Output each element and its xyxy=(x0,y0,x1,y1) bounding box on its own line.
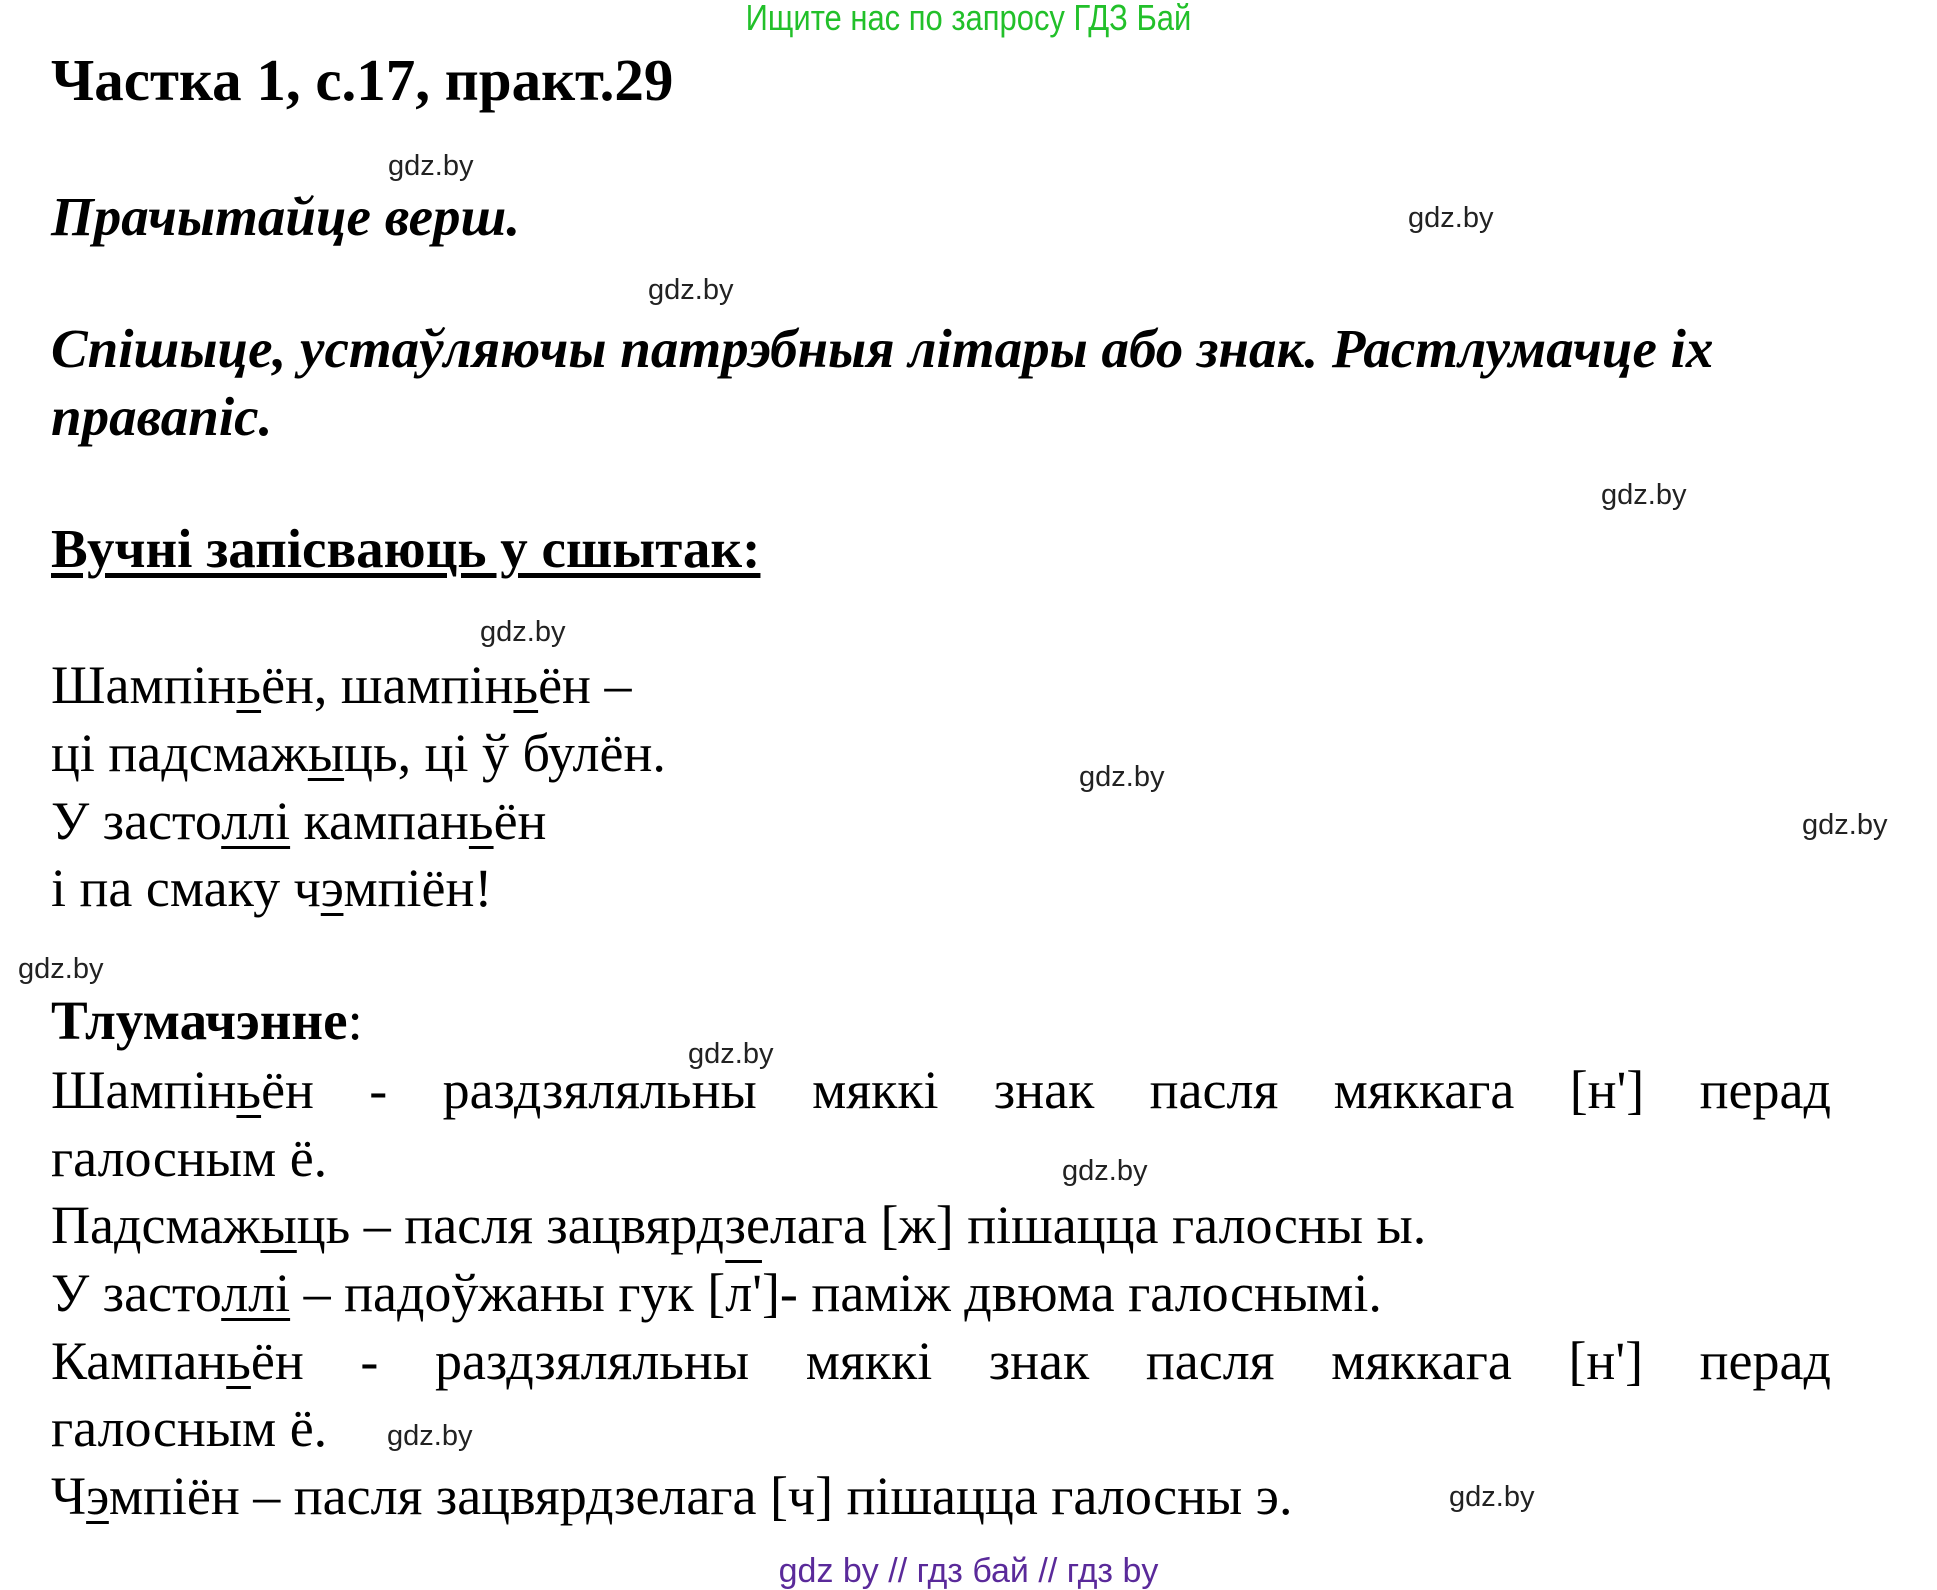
text: і па смаку ч xyxy=(51,858,321,918)
overlined-sound: л' xyxy=(725,1263,762,1323)
underlined-letter: э xyxy=(320,858,344,918)
word: мяккага xyxy=(1333,1060,1515,1120)
word: [н'] xyxy=(1569,1060,1645,1120)
text: – падоўжаны гук [ xyxy=(290,1263,726,1323)
section-subtitle: Вучні запісваюць у сшытак: xyxy=(51,518,761,579)
text: Шампін xyxy=(51,655,237,715)
text: ]- паміж двюма галоснымі. xyxy=(761,1263,1382,1323)
explanation-line xyxy=(51,1466,1293,1526)
text: ён, шампін xyxy=(261,655,514,715)
page-title: Частка 1, с.17, практ.29 xyxy=(51,47,674,113)
word: знак xyxy=(993,1060,1095,1120)
word: знак xyxy=(988,1331,1090,1391)
text: Ч xyxy=(51,1466,87,1526)
word: [н'] xyxy=(1568,1331,1644,1391)
text: кампан xyxy=(290,791,469,851)
word: раздзяляльны xyxy=(442,1060,757,1120)
text: ён – xyxy=(538,655,632,715)
text: ці падсмаж xyxy=(51,723,308,783)
watermark: gdz.by xyxy=(688,1038,774,1070)
text: Кампан xyxy=(51,1331,227,1391)
word: мяккі xyxy=(812,1060,939,1120)
underlined-letter: ь xyxy=(513,655,539,715)
text: ён xyxy=(250,1331,304,1391)
watermark: gdz.by xyxy=(1601,479,1687,511)
watermark: gdz.by xyxy=(18,953,104,985)
footer-watermark: gdz by // гдз бай // гдз by xyxy=(778,1552,1159,1590)
explanation-line xyxy=(51,1331,1831,1391)
watermark: gdz.by xyxy=(648,274,734,306)
text: ць, ці ў булён. xyxy=(344,723,666,783)
task-instruction-3: правапіс. xyxy=(51,386,273,447)
word: мяккага xyxy=(1331,1331,1512,1391)
explanation-line xyxy=(51,1263,1382,1323)
underlined-letter: ь xyxy=(226,1331,251,1391)
word xyxy=(51,1060,314,1120)
text: ць – пасля зацвярдзелага [ж] пішацца галосны ы. xyxy=(296,1195,1427,1255)
underlined-letter: ь xyxy=(236,1060,262,1120)
explanation-heading xyxy=(51,990,363,1052)
underlined-letter: ллі xyxy=(221,791,291,851)
poem-line xyxy=(51,791,546,851)
watermark: gdz.by xyxy=(388,150,474,182)
watermark: gdz.by xyxy=(387,1420,473,1452)
task-instruction-1: Прачытайце верш. xyxy=(51,186,521,247)
word: перад xyxy=(1699,1331,1831,1391)
search-banner: Ищите нас по запросу ГДЗ Бай xyxy=(745,0,1192,38)
text: ён xyxy=(261,1060,314,1120)
underlined-letter: ы xyxy=(260,1195,297,1255)
word: перад xyxy=(1699,1060,1831,1120)
watermark: gdz.by xyxy=(1449,1481,1535,1513)
word: - xyxy=(369,1060,388,1120)
colon: : xyxy=(347,990,363,1051)
poem-line xyxy=(51,858,492,918)
underlined-letter: ы xyxy=(307,723,345,783)
watermark: gdz.by xyxy=(480,616,566,648)
word: мяккі xyxy=(805,1331,933,1391)
underlined-letter: э xyxy=(86,1466,109,1526)
watermark: gdz.by xyxy=(1802,809,1888,841)
text: мпіён – пасля зацвярдзелага [ч] пішацца галосны э. xyxy=(108,1466,1293,1526)
poem-line xyxy=(51,723,666,783)
explanation-line xyxy=(51,1060,1831,1120)
word: раздзяляльны xyxy=(434,1331,750,1391)
underlined-letter: ллі xyxy=(221,1263,291,1323)
text: мпіён! xyxy=(343,858,493,918)
explanation-line: галосным ё. xyxy=(51,1128,328,1188)
text: ён xyxy=(493,791,547,851)
watermark: gdz.by xyxy=(1062,1155,1148,1187)
text: У засто xyxy=(51,1263,222,1323)
text: Шампін xyxy=(51,1060,237,1120)
watermark: gdz.by xyxy=(1079,761,1165,793)
explanation-line xyxy=(51,1195,1426,1255)
word: пасля xyxy=(1145,1331,1275,1391)
word: - xyxy=(360,1331,379,1391)
underlined-letter: ь xyxy=(468,791,494,851)
word: пасля xyxy=(1149,1060,1279,1120)
watermark: gdz.by xyxy=(1408,202,1494,234)
heading-text: Тлумачэнне xyxy=(51,990,348,1051)
poem-line xyxy=(51,655,631,715)
underlined-letter: ь xyxy=(236,655,262,715)
explanation-line: галосным ё. xyxy=(51,1398,328,1458)
text: Падсмаж xyxy=(51,1195,261,1255)
task-instruction-2: Спішыце, устаўляючы патрэбныя літары або знак. Растлумачце іх xyxy=(51,318,1714,379)
word xyxy=(51,1331,304,1391)
text: У засто xyxy=(51,791,222,851)
